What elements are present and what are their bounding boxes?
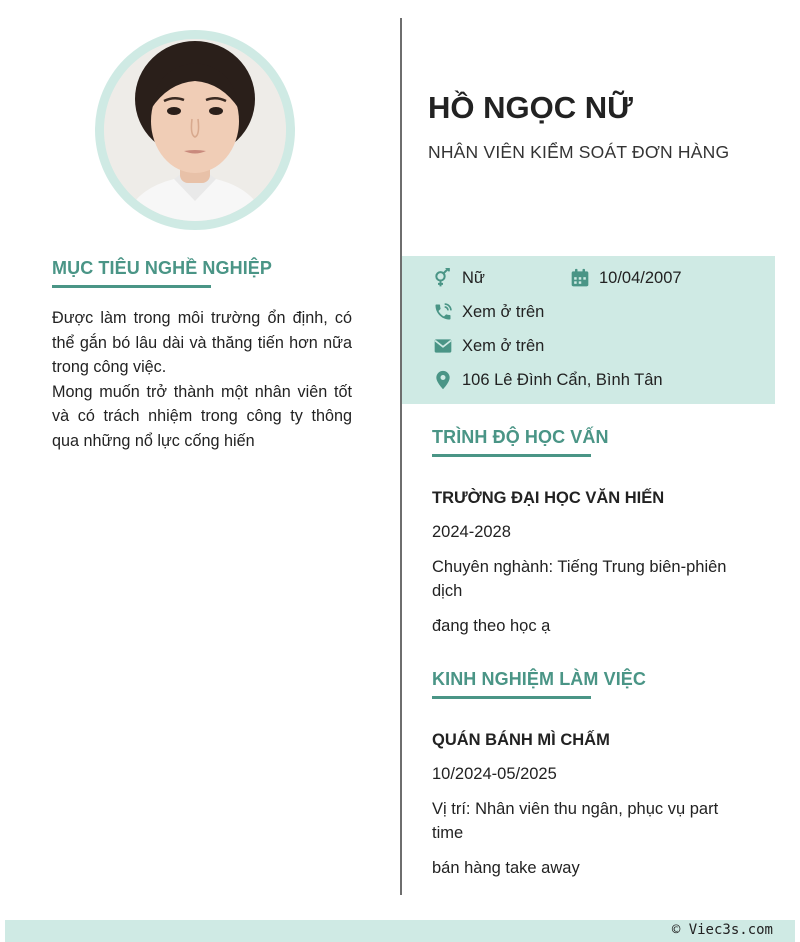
candidate-job-title: NHÂN VIÊN KIỂM SOÁT ĐƠN HÀNG bbox=[428, 142, 730, 162]
title-underline bbox=[432, 696, 591, 699]
experience-section bbox=[432, 669, 752, 880]
address-row bbox=[432, 369, 663, 391]
career-objective-text bbox=[52, 306, 352, 453]
avatar-frame bbox=[95, 30, 295, 230]
gender-icon bbox=[432, 267, 454, 289]
experience-company: QUÁN BÁNH MÌ CHẤM bbox=[432, 731, 610, 749]
footer-credit: © Viec3s.com bbox=[671, 922, 773, 938]
phone-value: Xem ở trên bbox=[462, 302, 545, 321]
education-period: 2024-2028 bbox=[432, 523, 511, 541]
footer-bar bbox=[5, 920, 795, 942]
gender-row bbox=[432, 267, 485, 289]
experience-position: Vị trí: Nhân viên thu ngân, phục vụ part time bbox=[432, 799, 719, 842]
career-objective-section bbox=[52, 258, 352, 453]
experience-period: 10/2024-05/2025 bbox=[432, 765, 557, 783]
title-underline bbox=[432, 454, 591, 457]
phone-icon bbox=[432, 301, 454, 323]
experience-description: bán hàng take away bbox=[432, 858, 580, 877]
column-divider bbox=[400, 18, 402, 895]
objective-paragraph: Mong muốn trở thành một nhân viên tốt và có trách nhiệm trong công ty thông qua những nổ lực cống hiến bbox=[52, 382, 352, 450]
education-section bbox=[432, 427, 752, 638]
candidate-name: HỒ NGỌC NỮ bbox=[428, 90, 633, 125]
objective-paragraph: Được làm trong môi trường ổn định, có thể gắn bó lâu dài và thăng tiến hơn nữa trong công việc. bbox=[52, 309, 352, 376]
gender-value: Nữ bbox=[462, 268, 485, 287]
address-value: 106 Lê Đình Cẩn, Bình Tân bbox=[462, 370, 663, 389]
email-value: Xem ở trên bbox=[462, 336, 545, 355]
experience-title: KINH NGHIỆM LÀM VIỆC bbox=[432, 669, 647, 689]
map-pin-icon bbox=[432, 369, 454, 391]
envelope-icon bbox=[432, 335, 454, 357]
phone-row bbox=[432, 301, 544, 323]
education-title: TRÌNH ĐỘ HỌC VẤN bbox=[432, 427, 609, 447]
portrait-photo bbox=[104, 39, 286, 221]
title-underline bbox=[52, 285, 211, 288]
contact-info-box bbox=[402, 256, 775, 404]
email-row bbox=[432, 335, 544, 357]
calendar-icon bbox=[569, 267, 591, 289]
education-major: Chuyên nghành: Tiếng Trung biên-phiên dịch bbox=[432, 557, 727, 600]
avatar bbox=[104, 39, 286, 221]
birthdate-value: 10/04/2007 bbox=[599, 268, 682, 287]
career-objective-title: MỤC TIÊU NGHỀ NGHIỆP bbox=[52, 258, 273, 278]
education-school: TRƯỜNG ĐẠI HỌC VĂN HIẾN bbox=[432, 489, 665, 507]
education-status: đang theo học ạ bbox=[432, 616, 551, 635]
birthdate-row bbox=[569, 267, 682, 289]
